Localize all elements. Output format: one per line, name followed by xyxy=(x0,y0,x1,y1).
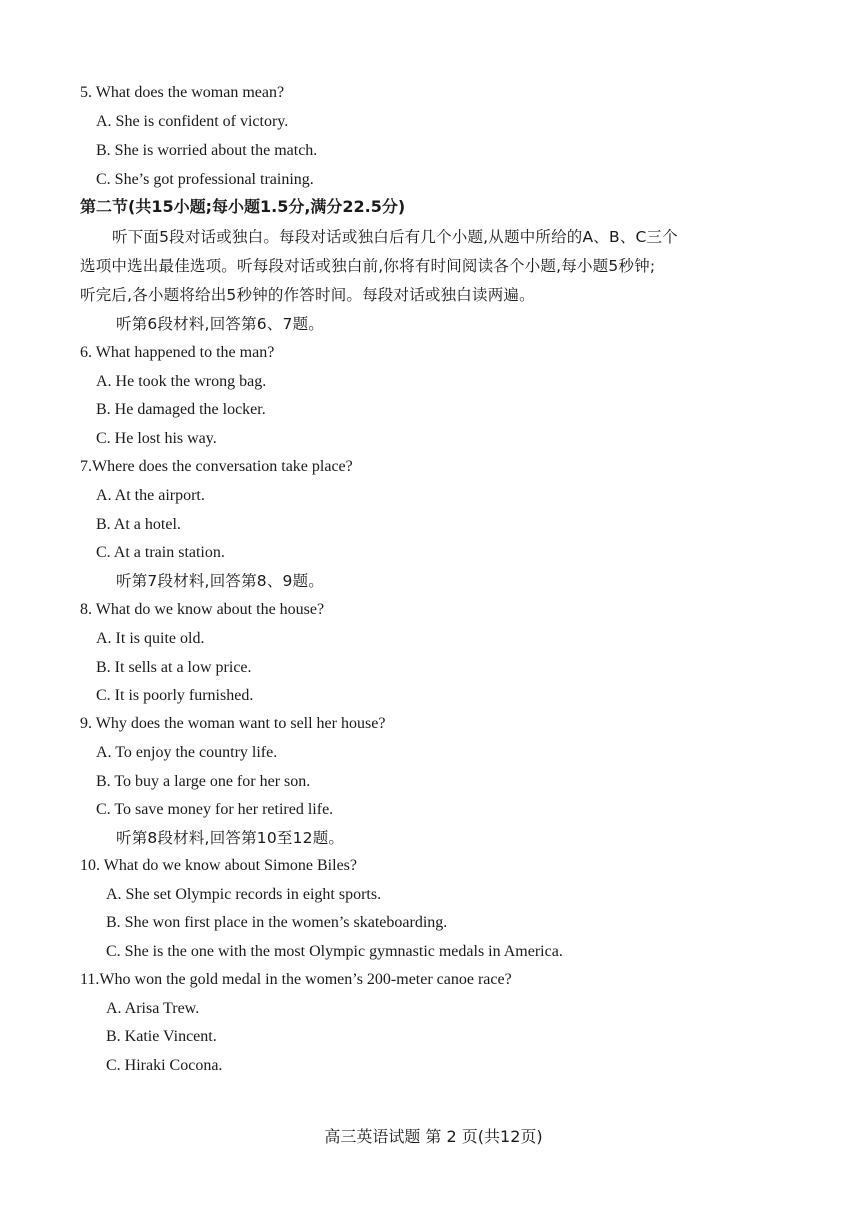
question-9-stem: 9. Why does the woman want to sell her house? xyxy=(80,715,386,732)
question-11-option-a: A. Arisa Trew. xyxy=(106,1000,200,1017)
question-10-option-b: B. She won first place in the women’s skateboarding. xyxy=(106,914,448,931)
section-2-instruction-line-3: 听完后,各小题将给出5秒钟的作答时间。每段对话或独白读两遍。 xyxy=(80,286,535,304)
question-11-option-c: C. Hiraki Cocona. xyxy=(106,1057,223,1074)
question-8-option-c: C. It is poorly furnished. xyxy=(96,687,254,704)
question-10-option-a: A. She set Olympic records in eight sports. xyxy=(106,886,382,903)
page-footer: 高三英语试题 第 2 页(共12页) xyxy=(324,1127,543,1146)
question-7-option-c: C. At a train station. xyxy=(96,544,225,561)
question-11-option-b: B. Katie Vincent. xyxy=(106,1028,217,1045)
question-5-option-b: B. She is worried about the match. xyxy=(96,142,318,159)
question-7-stem: 7.Where does the conversation take place? xyxy=(80,458,353,475)
material-6-instruction: 听第6段材料,回答第6、7题。 xyxy=(116,315,325,333)
question-6-option-c: C. He lost his way. xyxy=(96,430,217,447)
material-8-instruction: 听第8段材料,回答第10至12题。 xyxy=(116,829,345,847)
question-9-option-b: B. To buy a large one for her son. xyxy=(96,773,311,790)
question-11-stem: 11.Who won the gold medal in the women’s 200-meter canoe race? xyxy=(80,971,512,988)
question-10-stem: 10. What do we know about Simone Biles? xyxy=(80,857,357,874)
section-2-instruction-line-1: 听下面5段对话或独白。每段对话或独白后有几个小题,从题中所给的A、B、C三个 xyxy=(112,228,678,246)
question-7-option-a: A. At the airport. xyxy=(96,487,205,504)
question-7-option-b: B. At a hotel. xyxy=(96,516,181,533)
question-9-option-c: C. To save money for her retired life. xyxy=(96,801,334,818)
question-5-option-a: A. She is confident of victory. xyxy=(96,113,289,130)
section-2-instruction-line-2: 选项中选出最佳选项。听每段对话或独白前,你将有时间阅读各个小题,每小题5秒钟; xyxy=(80,257,656,275)
material-7-instruction: 听第7段材料,回答第8、9题。 xyxy=(116,572,325,590)
section-2-title: 第二节(共15小题;每小题1.5分,满分22.5分) xyxy=(80,197,406,216)
question-5-stem: 5. What does the woman mean? xyxy=(80,84,285,101)
question-8-option-b: B. It sells at a low price. xyxy=(96,659,252,676)
question-8-stem: 8. What do we know about the house? xyxy=(80,601,325,618)
question-9-option-a: A. To enjoy the country life. xyxy=(96,744,278,761)
question-10-option-c: C. She is the one with the most Olympic gymnastic medals in America. xyxy=(106,943,563,960)
question-6-stem: 6. What happened to the man? xyxy=(80,344,275,361)
question-5-option-c: C. She’s got professional training. xyxy=(96,171,314,188)
question-6-option-b: B. He damaged the locker. xyxy=(96,401,266,418)
question-6-option-a: A. He took the wrong bag. xyxy=(96,373,267,390)
question-8-option-a: A. It is quite old. xyxy=(96,630,205,647)
